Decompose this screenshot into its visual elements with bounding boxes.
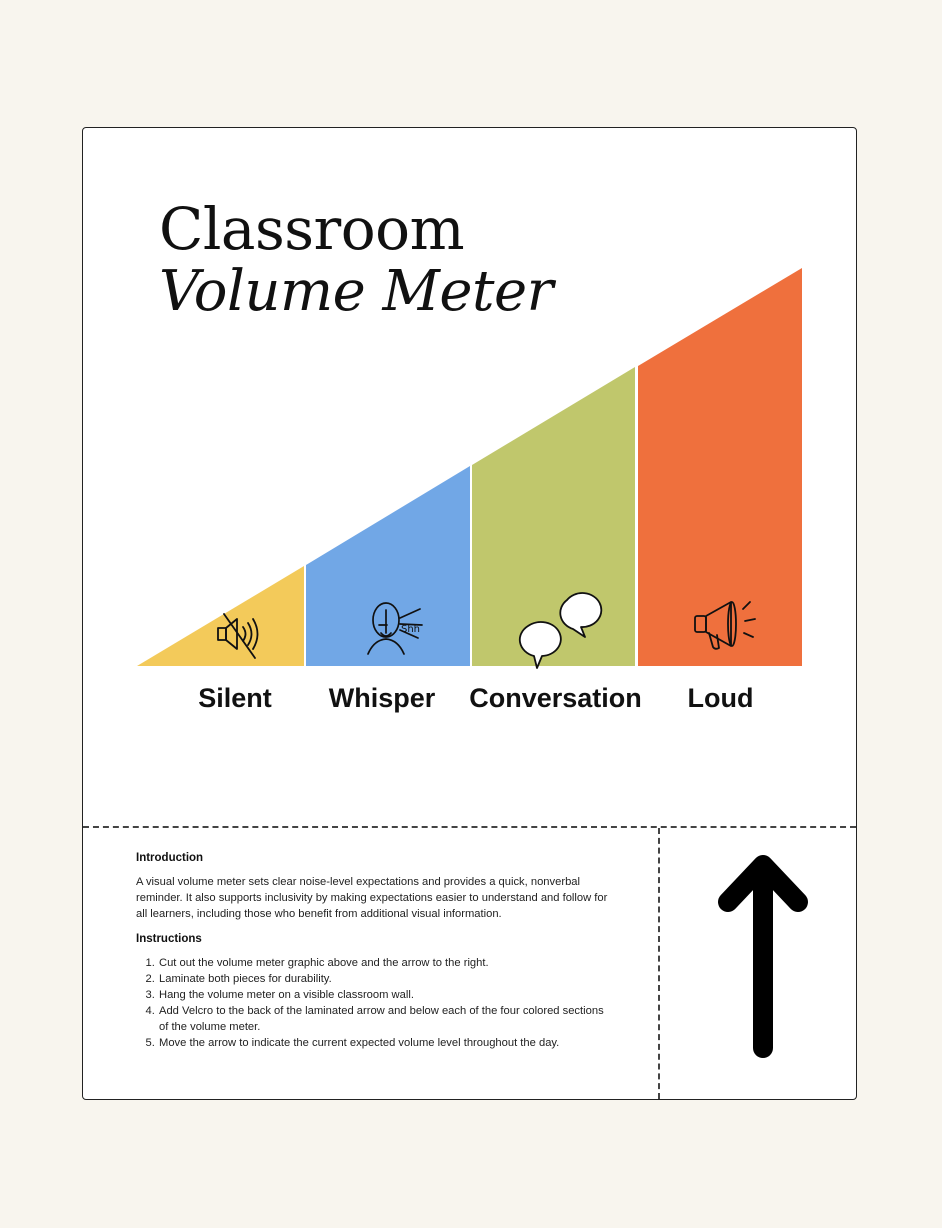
segment-conversation [472, 367, 635, 666]
whisper-shh-text: Shh [401, 624, 421, 635]
title-line-1: Classroom [159, 195, 465, 263]
up-arrow-icon [713, 848, 813, 1058]
label-loud: Loud [687, 683, 754, 713]
title-line-2: Volume Meter [159, 259, 553, 324]
segment-loud [638, 268, 802, 666]
label-whisper: Whisper [328, 683, 436, 713]
instruction-step: 1. Cut out the volume meter graphic above and the arrow to the right. [158, 955, 616, 971]
instruction-step: 5. Move the arrow to indicate the current expected volume level throughout the day. [158, 1035, 616, 1051]
cut-line-vertical [658, 828, 660, 1099]
label-silent: Silent [198, 683, 272, 713]
instructions-panel [136, 850, 616, 1051]
volume-meter-sheet [82, 127, 857, 1100]
instruction-step: 2. Laminate both pieces for durability. [158, 971, 616, 987]
instructions-list [136, 955, 616, 1051]
volume-meter-graphic [83, 128, 857, 728]
cut-line-horizontal [83, 826, 856, 828]
instructions-heading: Instructions [136, 933, 202, 945]
label-conversation: Conversation [469, 683, 642, 713]
segment-silent [137, 566, 304, 666]
instruction-step: 3. Hang the volume meter on a visible classroom wall. [158, 987, 616, 1003]
introduction-body: A visual volume meter sets clear noise-level expectations and provides a quick, nonverbal reminder. It also supports inclusivity by making expectations easier to understand and follow for all learners, including those who benefit from additional visual information. [136, 876, 608, 920]
introduction-heading: Introduction [136, 852, 204, 864]
instruction-step: 4. Add Velcro to the back of the laminated arrow and below each of the four colored sections of the volume meter. [158, 1003, 616, 1035]
